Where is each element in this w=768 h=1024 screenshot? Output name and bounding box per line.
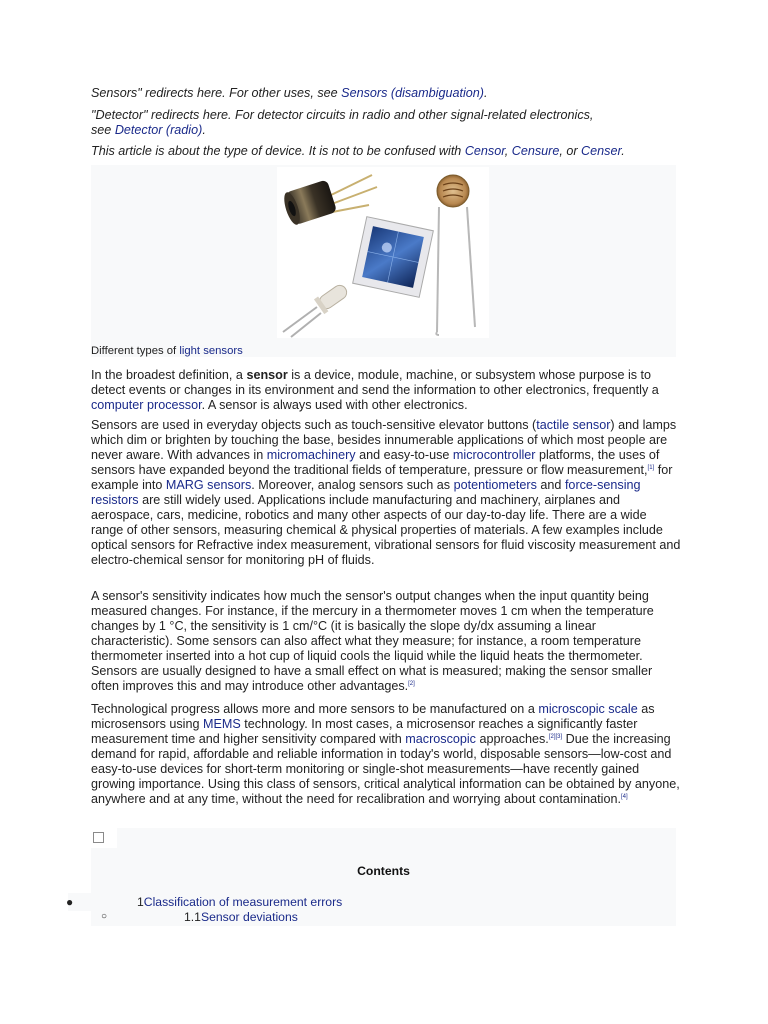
toc-bullet-circle: ○ (101, 911, 108, 922)
toc (91, 828, 676, 926)
hatnote-text: This article is about the type of device. It is not to be confused with (91, 144, 465, 158)
paragraph-4 (91, 702, 681, 807)
separator: , (504, 144, 512, 158)
link-micromachinery[interactable]: micromachinery (266, 448, 356, 462)
text: A sensor's sensitivity indicates how much the sensor's output changes when the input quantity being measured changes. For instance, if the mercury in a thermometer moves 1 cm when the temperature changes by 1 °C, the sensitivity is 1 cm/°C (it is basically the slope dy/dx assuming a linear characteristic). Some sensors can also affect what they measure; for instance, a room temperature thermometer inserted into a hot cup of liquid cools the liquid while the liquid heats the thermometer. Sensors are usually designed to have a small effect on what is measured; making the sensor smaller often improves this and may introduce other advantages. (91, 589, 654, 693)
hatnote-text: Sensors" redirects here. For other uses, see (91, 86, 342, 100)
caption-text: Different types of (91, 345, 180, 357)
link-force-sensing-resistors[interactable]: force-sensing resistors (91, 478, 641, 507)
text: for example into (91, 463, 673, 492)
term-sensor: sensor (246, 368, 288, 382)
reference-2-3[interactable]: [2][3] (548, 734, 563, 740)
toc-item-label[interactable]: Sensor deviations (200, 910, 298, 924)
link-mems[interactable]: MEMS (203, 717, 241, 731)
hatnote-sensors (91, 86, 487, 101)
link-tactile-sensor[interactable]: tactile sensor (536, 418, 611, 432)
paragraph-1 (91, 368, 681, 413)
text: Due the increasing demand for rapid, affordable and reliable information in today's world, disposable sensors—low-cost and easy-to-use devices for short-term monitoring or single-shot measurements—have recently gained growing importance. Using this class of sensors, critical analytical information can be obtained by anyone, anywhere and at any time, without the need for recalibration and worrying about contamination. (91, 732, 680, 806)
reference-1[interactable]: [1] (647, 465, 655, 471)
link-microscopic-scale[interactable]: microscopic scale (538, 702, 638, 716)
text: . Moreover, analog sensors such as (251, 478, 454, 492)
link-sensors-disambiguation[interactable]: Sensors (disambiguation) (341, 86, 484, 100)
light-sensors-illustration (277, 167, 489, 338)
link-light-sensors[interactable]: light sensors (179, 345, 243, 357)
hatnote-end: . (483, 86, 488, 100)
text: as microsensors using (91, 702, 655, 731)
reference-2[interactable]: [2] (408, 681, 415, 687)
figure-caption (91, 345, 243, 357)
text: is a device, module, machine, or subsystem whose purpose is to detect events or changes in its environment and send the information to other electronics, frequently a (91, 368, 659, 397)
link-censure[interactable]: Censure (511, 144, 560, 158)
hatnote-end: . (621, 144, 625, 158)
link-censer[interactable]: Censer (581, 144, 622, 158)
link-potentiometers[interactable]: potentiometers (453, 478, 537, 492)
reference-4[interactable]: [4] (620, 794, 628, 800)
text: technology. In most cases, a microsensor reaches a significantly faster measurement time and higher sensitivity compared with (91, 717, 638, 746)
light-sensors-image[interactable] (277, 167, 489, 338)
link-microcontroller[interactable]: microcontroller (452, 448, 536, 462)
toc-item-label[interactable]: Classification of measurement errors (143, 895, 343, 909)
text: are still widely used. Applications include manufacturing and machinery, airplanes and aerospace, cars, medicine, robotics and many other aspects of our day-to-day life. There are a wide range of other sensors, measuring chemical & physical properties of materials. A few examples include optical sensors for Refractive index measurement, vibrational sensors for fluid viscosity measurement and electro-chemical sensor for monitoring pH of fluids. (91, 493, 681, 567)
link-detector-radio[interactable]: Detector (radio) (114, 123, 203, 137)
text: Technological progress allows more and more sensors to be manufactured on a (91, 702, 539, 716)
separator: , or (559, 144, 582, 158)
toc-item-1[interactable] (137, 895, 342, 909)
link-macroscopic[interactable]: macroscopic (405, 732, 476, 746)
toc-title: Contents (357, 864, 410, 878)
toc-bullet-disc: ● (66, 895, 74, 909)
hatnote-detector (91, 108, 681, 138)
figure-light-sensors (91, 165, 676, 357)
toc-item-number: 1.1 (184, 910, 201, 924)
paragraph-2 (91, 418, 681, 568)
text: Sensors are used in everyday objects such as touch-sensitive elevator buttons ( (91, 418, 537, 432)
hatnote-text: see (91, 123, 115, 137)
text: and easy-to-use (355, 448, 453, 462)
text: platforms, the uses of sensors have expanded beyond the traditional fields of temperature, pressure or flow measurement, (91, 448, 660, 477)
text: and (536, 478, 565, 492)
text: In the broadest definition, a (91, 368, 247, 382)
paragraph-3 (91, 589, 681, 694)
text: approaches. (475, 732, 549, 746)
toc-item-1-1[interactable] (184, 910, 298, 924)
toc-toggle-checkbox[interactable] (93, 832, 104, 843)
link-computer-processor[interactable]: computer processor (91, 398, 202, 412)
hatnote-end: . (202, 123, 206, 137)
toc-toggle-wrap (91, 828, 117, 848)
toc-item-number: 1 (137, 895, 144, 909)
hatnote-not-confused (91, 144, 625, 159)
text: ) and lamps which dim or brighten by touching the base, besides innumerable applications of which most people are never aware. With advances in (91, 418, 677, 462)
link-censor[interactable]: Censor (464, 144, 505, 158)
text: . A sensor is always used with other electronics. (201, 398, 468, 412)
hatnote-text: "Detector" redirects here. For detector circuits in radio and other signal-related electronics, (91, 108, 594, 122)
link-marg-sensors[interactable]: MARG sensors (165, 478, 252, 492)
